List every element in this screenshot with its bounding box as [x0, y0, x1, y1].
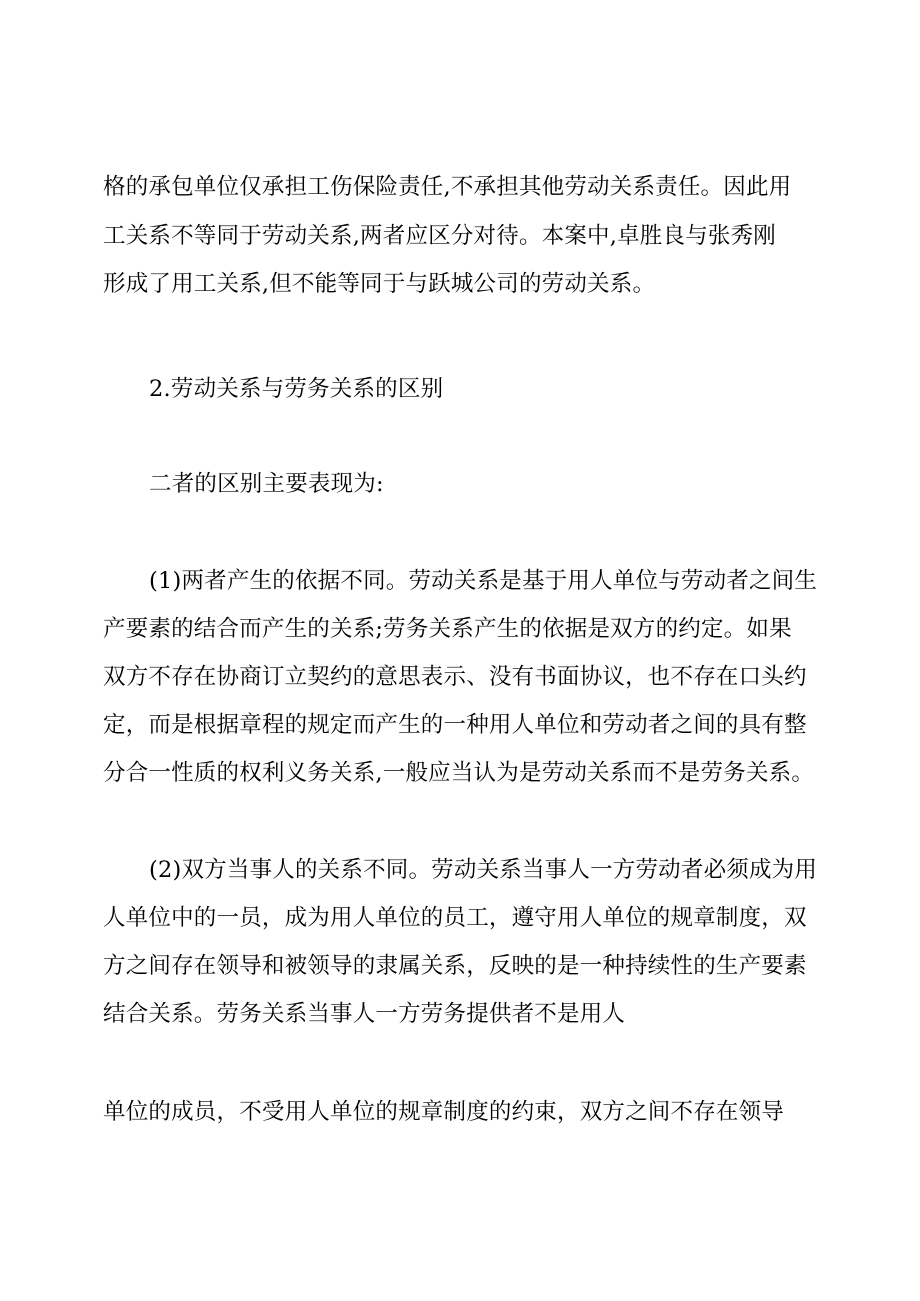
intro-paragraph: 二者的区别主要表现为:	[149, 471, 384, 497]
section-heading: 2.劳动关系与劳务关系的区别	[149, 376, 444, 402]
paragraph-2-line-5: 分合一性质的权利义务关系,一般应当认为是劳动关系而不是劳务关系。	[103, 760, 815, 786]
paragraph-3-line-2: 人单位中的一员，成为用人单位的员工，遵守用人单位的规章制度，双	[103, 905, 807, 931]
paragraph-4-line-1: 单位的成员，不受用人单位的规章制度的约束，双方之间不存在领导	[103, 1099, 785, 1125]
paragraph-3-line-3: 方之间存在领导和被领导的隶属关系，反映的是一种持续性的生产要素	[103, 953, 807, 979]
paragraph-3-line-1: (2)双方当事人的关系不同。劳动关系当事人一方劳动者必须成为用	[149, 857, 818, 883]
paragraph-2-line-3: 双方不存在协商订立契约的意思表示、没有书面协议，也不存在口头约	[103, 664, 807, 690]
paragraph-2-line-4: 定，而是根据章程的规定而产生的一种用人单位和劳动者之间的具有整	[103, 712, 807, 738]
paragraph-1-line-2: 工关系不等同于劳动关系,两者应区分对待。本案中,卓胜良与张秀刚	[103, 223, 777, 249]
paragraph-2-line-1: (1)两者产生的依据不同。劳动关系是基于用人单位与劳动者之间生	[149, 568, 818, 594]
paragraph-2-line-2: 产要素的结合而产生的关系;劳务关系产生的依据是双方的约定。如果	[103, 616, 792, 642]
paragraph-3-line-4: 结合关系。劳务关系当事人一方劳务提供者不是用人	[103, 1001, 626, 1027]
paragraph-1-line-1: 格的承包单位仅承担工伤保险责任,不承担其他劳动关系责任。因此用	[103, 174, 792, 200]
paragraph-1-line-3: 形成了用工关系,但不能等同于与跃城公司的劳动关系。	[103, 271, 656, 297]
